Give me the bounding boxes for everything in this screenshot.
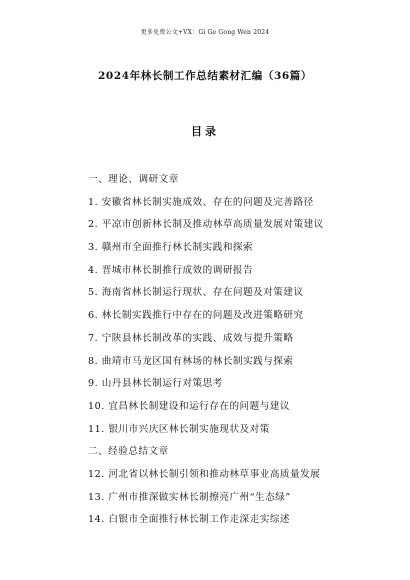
toc-item[interactable]: 7. 宁陕县林长制改革的实践、成效与提升策略 bbox=[88, 332, 294, 344]
toc-item[interactable]: 10. 宜昌林长制建设和运行存在的问题与建议 bbox=[88, 400, 291, 412]
toc-item[interactable]: 5. 海南省林长制运行现状、存在问题及对策建议 bbox=[88, 287, 304, 299]
toc-item[interactable]: 2. 平凉市创新林长制及推动林草高质量发展对策建议 bbox=[88, 219, 324, 231]
toc-item[interactable]: 8. 曲靖市马龙区国有林场的林长制实践与探索 bbox=[88, 355, 294, 367]
toc-item[interactable]: 1. 安徽省林长制实施成效、存在的问题及完善路径 bbox=[88, 196, 314, 208]
toc-section-heading[interactable]: 一、理论、调研文章 bbox=[88, 174, 179, 185]
toc-item[interactable]: 3. 赣州市全面推行林长制实践和探索 bbox=[88, 242, 254, 254]
toc-item[interactable]: 11. 银川市兴庆区林长制实施现状及对策 bbox=[88, 423, 270, 435]
toc-item[interactable]: 13. 广州市推深做实林长制擦亮广州“生态绿” bbox=[88, 491, 291, 503]
toc-item[interactable]: 9. 山丹县林长制运行对策思考 bbox=[88, 378, 223, 390]
document-title: 2024年林长制工作总结素材汇编（36篇） bbox=[98, 70, 312, 82]
toc-heading: 目录 bbox=[191, 125, 219, 138]
table-of-contents bbox=[88, 173, 388, 536]
toc-item[interactable]: 6. 林长制实践推行中存在的问题及改进策略研究 bbox=[88, 310, 304, 322]
toc-section-heading[interactable]: 二、经验总结文章 bbox=[88, 446, 169, 458]
toc-item[interactable]: 12. 河北省以林长制引领和推动林草事业高质量发展 bbox=[88, 468, 321, 480]
toc-item[interactable]: 4. 晋城市林长制推行成效的调研报告 bbox=[88, 264, 254, 276]
header-note: 更多免费公文+VX：Gi Ge Gong Wen 2024 bbox=[140, 29, 270, 36]
toc-item[interactable]: 14. 白银市全面推行林长制工作走深走实综述 bbox=[88, 514, 291, 526]
